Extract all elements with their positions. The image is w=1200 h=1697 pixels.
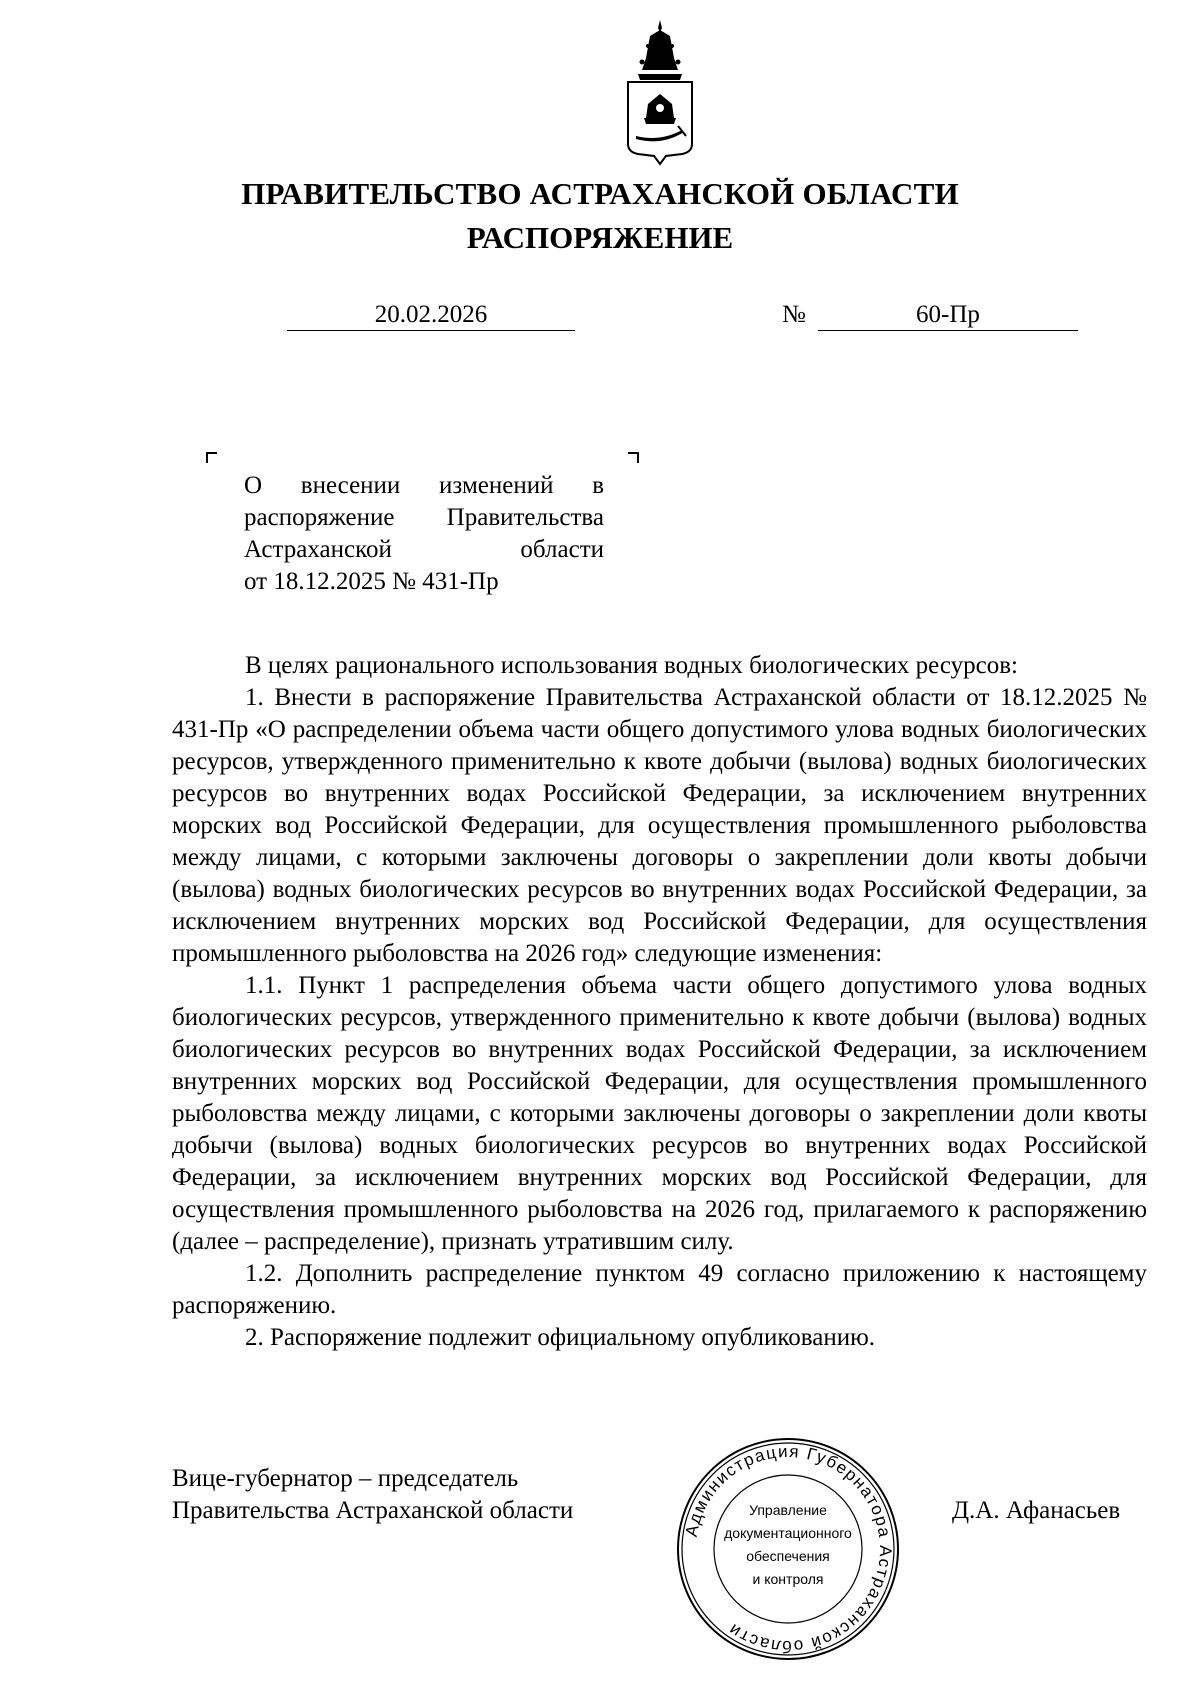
- subject-corner-left: [206, 452, 217, 463]
- subject-line: Астраханской области: [244, 536, 604, 563]
- stamp-center-line: Управление: [749, 1502, 827, 1518]
- government-title: ПРАВИТЕЛЬСТВО АСТРАХАНСКОЙ ОБЛАСТИ: [241, 176, 959, 211]
- stamp-center-line: документационного: [724, 1525, 852, 1541]
- coat-of-arms-icon: [620, 18, 700, 168]
- body-paragraph: 1. Внести в распоряжение Правительства Астраханской области от 18.12.2025 № 431-Пр «О распределении объема части общего допустимого улова водных биологических ресурсов, утвержденного применительно к квоте добычи (вылова) водных биологических ресурсов во внутренних водах Российской Федерации, за исключением внутренних морских вод Российской Федерации, для осуществления промышленного рыболовства между лицами, с которыми заключены договоры о закреплении доли квоты добычи (вылова) водных биологических ресурсов во внутренних водах Российской Федерации, за исключением внутренних морских вод Российской Федерации, для осуществления промышленного рыболовства на 2026 год» следующие изменения:: [172, 684, 1147, 967]
- signatory-position: [172, 1463, 573, 1527]
- body-paragraph: 1.1. Пункт 1 распределения объема части общего допустимого улова водных биологических ресурсов, утвержденного применительно к квоте добычи (вылова) водных биологических ресурсов во внутренних водах Российской Федерации, за исключением внутренних морских вод Российской Федерации, для осуществления промышленного рыболовства между лицами, с которыми заключены договоры о закреплении доли квоты добычи (вылова) водных биологических ресурсов во внутренних водах Российской Федерации, за исключением внутренних морских вод Российской Федерации, для осуществления промышленного рыболовства на 2026 год, прилагаемого к распоряжению (далее – распределение), признать утратившим силу.: [172, 972, 1147, 1255]
- stamp-center-line: обеспечения: [746, 1548, 830, 1564]
- subject-corner-right: [628, 452, 639, 463]
- document-date: 20.02.2026: [287, 300, 575, 331]
- subject-line: от 18.12.2025 № 431-Пр: [244, 568, 499, 595]
- signatory-position-line: Правительства Астраханской области: [172, 1497, 574, 1524]
- subject-line: распоряжение Правительства: [244, 504, 604, 531]
- official-stamp: [674, 1435, 902, 1663]
- body-paragraph: В целях рационального использования водных биологических ресурсов:: [245, 652, 1018, 679]
- body-paragraph: 2. Распоряжение подлежит официальному опубликованию.: [245, 1324, 876, 1351]
- stamp-center-line: и контроля: [752, 1571, 824, 1587]
- document-subject: [244, 470, 604, 598]
- stamp-ring-text: Администрация Губернатора Астраханской области: [681, 1441, 896, 1657]
- body-paragraph: 1.2. Дополнить распределение пунктом 49 согласно приложению к настоящему распоряжению.: [172, 1260, 1147, 1319]
- document-number: 60-Пр: [818, 300, 1078, 331]
- subject-line: О внесении изменений в: [244, 472, 604, 499]
- signatory-position-line: Вице-губернатор – председатель: [172, 1465, 519, 1492]
- signatory-name: Д.А. Афанасьев: [952, 1497, 1121, 1524]
- document-body: [172, 650, 1147, 1354]
- number-label: №: [782, 301, 806, 328]
- document-type: РАСПОРЯЖЕНИЕ: [466, 220, 734, 255]
